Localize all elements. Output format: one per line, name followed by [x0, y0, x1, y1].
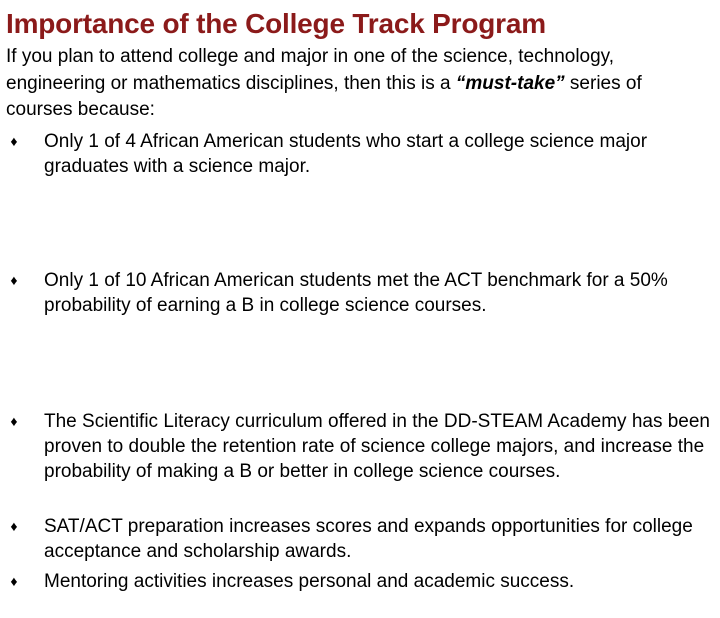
intro-text-before: If you plan to attend college and major in one of the science, technology, engineering or mathematics disciplines, then this is a: [6, 46, 615, 94]
diamond-bullet-icon: ♦: [10, 573, 18, 589]
intro-text-after: series of courses because:: [6, 72, 642, 120]
bullet-text: Only 1 of 10 African American students met the ACT benchmark for a 50% probability of earning a B in college science courses.: [44, 270, 668, 316]
diamond-bullet-icon: ♦: [10, 518, 18, 534]
diamond-bullet-icon: ♦: [10, 413, 18, 429]
bullet-text: SAT/ACT preparation increases scores and expands opportunities for college acceptance and scholarship awards.: [44, 516, 693, 562]
bullet-text: The Scientific Literacy curriculum offered in the DD-STEAM Academy has been proven to double the retention rate of science college majors, and increase the probability of making a B or better in college science courses.: [44, 411, 710, 482]
diamond-bullet-icon: ♦: [10, 133, 18, 149]
bullet-text: Only 1 of 4 African American students who start a college science major graduates with a science major.: [44, 131, 648, 177]
intro-emphasis: “must-take”: [455, 72, 565, 94]
diamond-bullet-icon: ♦: [10, 272, 18, 288]
slide-title: Importance of the College Track Program: [6, 8, 546, 39]
intro-paragraph: [6, 44, 706, 124]
bullet-text: Mentoring activities increases personal and academic success.: [44, 571, 575, 592]
